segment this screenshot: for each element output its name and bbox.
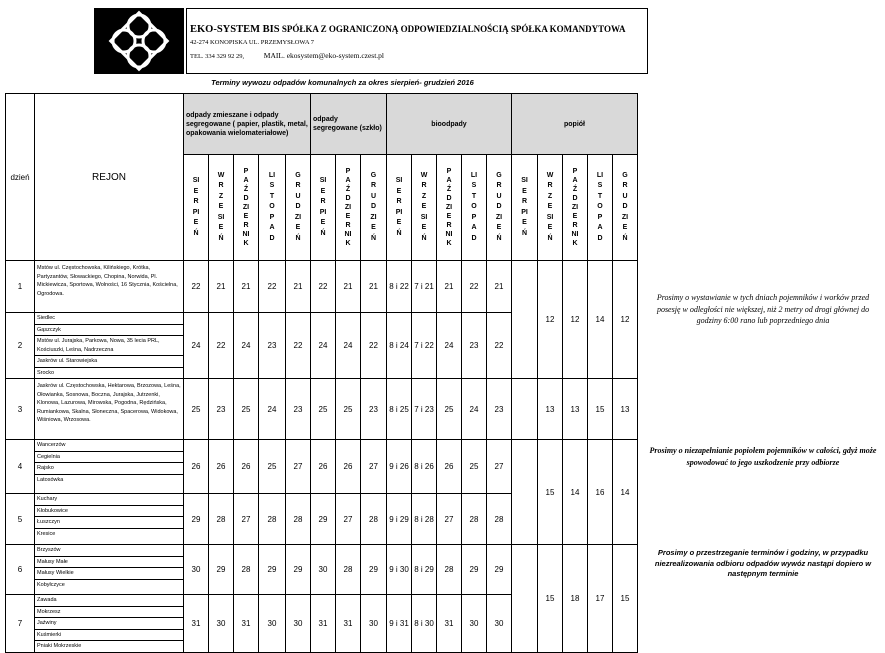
- month-label: SIERPIEŃ: [395, 177, 403, 237]
- document-title: [0, 78, 885, 87]
- table-row: [6, 440, 638, 494]
- month-header: [361, 155, 387, 261]
- pickup-date: 23: [209, 379, 234, 440]
- ash-empty-cell: [512, 440, 538, 545]
- pickup-date: 26: [184, 440, 209, 494]
- pickup-date: 27: [361, 440, 387, 494]
- ash-pickup-date: 14: [563, 440, 588, 545]
- pickup-date: 8 i 25: [387, 379, 412, 440]
- pickup-date: 8 i 26: [412, 440, 437, 494]
- company-name-line: [190, 24, 647, 35]
- month-header: [588, 155, 613, 261]
- pickup-date: 25: [437, 379, 462, 440]
- pickup-date: 21: [487, 261, 512, 313]
- pickup-date: 30: [311, 545, 336, 595]
- month-label: GRUDZIEŃ: [370, 171, 377, 242]
- ash-pickup-date: 15: [538, 440, 563, 545]
- company-email: MAIL. ekosystem@eko-system.czest.pl: [263, 51, 385, 60]
- pickup-date: 28: [437, 545, 462, 595]
- pickup-date: 26: [234, 440, 259, 494]
- pickup-date: 24: [336, 313, 361, 379]
- month-label: LISTOPAD: [268, 171, 276, 242]
- ash-pickup-date: 15: [613, 545, 638, 653]
- region-name: Gąszczyk: [35, 324, 183, 336]
- region-name: Mstów ul. Jurajska, Parkowa, Nowa, 35 lecia PRL, Kościuszki, Leśna, Nadrzeczna: [35, 335, 183, 355]
- company-info-box: [186, 8, 648, 74]
- ash-pickup-date: 12: [538, 261, 563, 379]
- pickup-date: 22: [184, 261, 209, 313]
- pickup-date: 29: [487, 545, 512, 595]
- month-header: [487, 155, 512, 261]
- pickup-date: 23: [259, 313, 286, 379]
- month-header: [234, 155, 259, 261]
- table-row: [6, 261, 638, 313]
- company-contact: [190, 51, 647, 60]
- ash-pickup-date: 14: [613, 440, 638, 545]
- pickup-date: 24: [437, 313, 462, 379]
- pickup-date: 25: [234, 379, 259, 440]
- day-number: 5: [6, 494, 35, 545]
- region-name: Pniaki Mokrzeskie: [35, 640, 183, 652]
- pickup-date: 27: [286, 440, 311, 494]
- region-name: Wancerzów: [37, 442, 66, 448]
- month-label: SIERPIEŃ: [319, 177, 327, 237]
- pickup-date: 22: [462, 261, 487, 313]
- region-name: Kuchary: [37, 496, 58, 502]
- ash-empty-cell: [512, 261, 538, 379]
- pickup-date: 22: [487, 313, 512, 379]
- ash-pickup-date: 16: [588, 440, 613, 545]
- ash-pickup-date: 15: [538, 545, 563, 653]
- month-header: [462, 155, 487, 261]
- pickup-date: 30: [462, 595, 487, 653]
- day-number: 7: [6, 595, 35, 653]
- pickup-date: 9 i 26: [387, 440, 412, 494]
- table-row: [6, 379, 638, 440]
- pickup-date: 24: [259, 379, 286, 440]
- pickup-date: 21: [209, 261, 234, 313]
- ash-pickup-date: 13: [563, 379, 588, 440]
- rejon-header: REJON: [35, 94, 184, 261]
- pickup-date: 25: [336, 379, 361, 440]
- region-name: Małusy Wielkie: [35, 567, 183, 579]
- pickup-date: 31: [234, 595, 259, 653]
- month-label: GRUDZIEŃ: [294, 171, 302, 242]
- pickup-date: 31: [184, 595, 209, 653]
- month-header: [336, 155, 361, 261]
- pickup-date: 29: [311, 494, 336, 545]
- pickup-date: 23: [361, 379, 387, 440]
- region-name: Latosówka: [35, 474, 183, 486]
- pickup-date: 23: [286, 379, 311, 440]
- region-name: Srocko: [35, 367, 183, 379]
- dzien-header: dzień: [6, 94, 35, 261]
- pickup-date: 25: [311, 379, 336, 440]
- pickup-date: 23: [487, 379, 512, 440]
- note-placement: Prosimy o wystawianie w tych dniach pojemników i worków przed posesję w odległości nie większej, niż 2 metry od drogi głównej do godziny 6:00 rano lub poprzedniego dnia: [656, 293, 870, 325]
- month-label: PAŹDZIERNIK: [571, 167, 579, 247]
- pickup-date: 26: [437, 440, 462, 494]
- day-number: 3: [6, 379, 35, 440]
- region-name: Cegielnia: [35, 451, 183, 463]
- month-header: [387, 155, 412, 261]
- celtic-knot-icon: [95, 9, 183, 73]
- pickup-date: 21: [437, 261, 462, 313]
- pickup-date: 26: [209, 440, 234, 494]
- pickup-date: 22: [311, 261, 336, 313]
- ash-pickup-date: 17: [588, 545, 613, 653]
- month-header: [563, 155, 588, 261]
- month-label: GRUDZIEŃ: [495, 171, 503, 242]
- ash-empty-cell: [512, 545, 538, 653]
- pickup-date: 29: [286, 545, 311, 595]
- table-row: [6, 545, 638, 595]
- region-cell: [35, 494, 184, 545]
- pickup-date: 22: [259, 261, 286, 313]
- region-name: Rajsko: [35, 462, 183, 474]
- pickup-date: 31: [336, 595, 361, 653]
- region-cell: [35, 440, 184, 494]
- pickup-date: 26: [336, 440, 361, 494]
- company-name: EKO-SYSTEM BIS: [190, 24, 280, 35]
- pickup-date: 29: [361, 545, 387, 595]
- pickup-date: 25: [462, 440, 487, 494]
- month-header: [259, 155, 286, 261]
- pickup-date: 8 i 30: [412, 595, 437, 653]
- region-name: Jaskrów ul. Starowiejska: [35, 355, 183, 367]
- pickup-date: 25: [259, 440, 286, 494]
- company-phone: TEL. 334 329 92 29,: [190, 53, 245, 60]
- month-header: [437, 155, 462, 261]
- pickup-date: 28: [259, 494, 286, 545]
- pickup-date: 23: [462, 313, 487, 379]
- pickup-date: 8 i 28: [412, 494, 437, 545]
- region-name: Kuśmierki: [35, 629, 183, 641]
- pickup-date: 31: [311, 595, 336, 653]
- month-header: [184, 155, 209, 261]
- pickup-date: 26: [311, 440, 336, 494]
- pickup-date: 28: [336, 545, 361, 595]
- pickup-date: 7 i 22: [412, 313, 437, 379]
- group-header-bio: bioodpady: [387, 94, 512, 155]
- pickup-date: 25: [184, 379, 209, 440]
- document-title-text: Terminy wywozu odpadów komunalnych za okres sierpień- grudzień 2016: [211, 78, 474, 87]
- region-name: Kobyłczyce: [35, 579, 183, 591]
- region-name: Mstów ul. Częstochowska, Kilińskiego, Krótka, Partyzantów, Słowackiego, Chopina, Norwida, Pl. Mickiewicza, Sportowa, Wolności, 16 Stycznia, Kościelna, Ogrodowa.: [37, 265, 178, 297]
- region-name: Jaźwiny: [35, 617, 183, 629]
- pickup-date: 8 i 24: [387, 313, 412, 379]
- month-label: WRZESIEŃ: [217, 171, 225, 242]
- month-header: [209, 155, 234, 261]
- pickup-date: 29: [209, 545, 234, 595]
- pickup-date: 28: [462, 494, 487, 545]
- company-logo: [94, 8, 184, 74]
- region-name: Siedlec: [37, 315, 56, 321]
- month-label: WRZESIEŃ: [546, 171, 554, 242]
- region-name: Mokrzesz: [35, 606, 183, 618]
- schedule-body: [6, 261, 638, 653]
- region-name: Zawada: [37, 597, 57, 603]
- pickup-date: 9 i 31: [387, 595, 412, 653]
- pickup-date: 31: [437, 595, 462, 653]
- pickup-date: 8 i 22: [387, 261, 412, 313]
- ash-pickup-date: 14: [588, 261, 613, 379]
- pickup-date: 28: [209, 494, 234, 545]
- pickup-date: 9 i 29: [387, 494, 412, 545]
- month-header: [512, 155, 538, 261]
- month-header: [311, 155, 336, 261]
- region-cell: [35, 595, 184, 653]
- note-ash: Prosimy o niezapełnianie popiołem pojemników w całości, gdyż może spowodować to jego uszkodzenie przy odbiorze: [649, 446, 877, 467]
- region-cell: [35, 379, 184, 440]
- pickup-date: 28: [234, 545, 259, 595]
- pickup-date: 30: [259, 595, 286, 653]
- region-name: Brzyszów: [37, 547, 61, 553]
- pickup-date: 7 i 23: [412, 379, 437, 440]
- pickup-date: 22: [286, 313, 311, 379]
- month-header: [412, 155, 437, 261]
- month-label: SIERPIEŃ: [192, 177, 200, 237]
- month-header: [613, 155, 638, 261]
- month-label: SIERPIEŃ: [521, 177, 528, 237]
- day-number: 2: [6, 313, 35, 379]
- pickup-date: 28: [286, 494, 311, 545]
- month-header: [286, 155, 311, 261]
- pickup-date: 29: [462, 545, 487, 595]
- region-cell: [35, 313, 184, 379]
- region-name: Kresice: [35, 528, 183, 540]
- pickup-date: 30: [209, 595, 234, 653]
- pickup-date: 27: [437, 494, 462, 545]
- company-legal-form: SPÓŁKA Z OGRANICZONĄ ODPOWIEDZIALNOŚCIĄ SPÓŁKA KOMANDYTOWA: [281, 24, 626, 34]
- ash-pickup-date: 12: [613, 261, 638, 379]
- ash-empty-cell: [512, 379, 538, 440]
- pickup-date: 7 i 21: [412, 261, 437, 313]
- pickup-date: 28: [487, 494, 512, 545]
- day-number: 1: [6, 261, 35, 313]
- ash-pickup-date: 12: [563, 261, 588, 379]
- pickup-date: 21: [286, 261, 311, 313]
- pickup-date: 30: [184, 545, 209, 595]
- day-number: 4: [6, 440, 35, 494]
- ash-pickup-date: 18: [563, 545, 588, 653]
- pickup-date: 30: [361, 595, 387, 653]
- region-name: Małusy Małe: [35, 556, 183, 568]
- group-header-ash: popiół: [512, 94, 638, 155]
- month-label: PAŹDZIERNIK: [242, 167, 250, 247]
- ash-pickup-date: 13: [538, 379, 563, 440]
- month-label: GRUDZIEŃ: [621, 171, 629, 242]
- pickup-date: 22: [361, 313, 387, 379]
- schedule-table: [5, 93, 638, 653]
- note-schedule: Prosimy o przestrzeganie terminów i godziny, w przypadku niezrealizowania odbioru odpadów wywóz nastąpi dopiero w następnym terminie: [654, 548, 872, 578]
- pickup-date: 29: [184, 494, 209, 545]
- pickup-date: 24: [234, 313, 259, 379]
- company-address: 42-274 KONOPISKA UL. PRZEMYSŁOWA 7: [190, 39, 315, 46]
- pickup-date: 9 i 30: [387, 545, 412, 595]
- pickup-date: 28: [361, 494, 387, 545]
- month-label: WRZESIEŃ: [420, 171, 428, 242]
- day-number: 6: [6, 545, 35, 595]
- pickup-date: 24: [311, 313, 336, 379]
- region-cell: [35, 261, 184, 313]
- month-label: PAŹDZIERNIK: [445, 167, 453, 247]
- pickup-date: 24: [462, 379, 487, 440]
- region-name: Kłobukowice: [35, 505, 183, 517]
- pickup-date: 21: [234, 261, 259, 313]
- ash-pickup-date: 13: [613, 379, 638, 440]
- pickup-date: 27: [234, 494, 259, 545]
- group-header-mixed: odpady zmieszane i odpady segregowane ( papier, plastik, metal, opakowania wielomateriałowe): [184, 94, 311, 155]
- region-name: Jaskrów ul. Częstochowska, Hektarowa, Brzozowa, Leśna, Ołowianka, Sosnowa, Boczna, Jurajska, Jutrzenki, Klonowa, Lazurowa, Mirowska, Pogodna, Rędzińska, Rumiankowa, Skalna, Słoneczna, Spacerowa, Widokowa, Wiśniowa, Wrzosowa.: [37, 383, 181, 423]
- pickup-date: 27: [487, 440, 512, 494]
- month-label: LISTOPAD: [470, 171, 478, 242]
- pickup-date: 21: [361, 261, 387, 313]
- pickup-date: 27: [336, 494, 361, 545]
- ash-pickup-date: 15: [588, 379, 613, 440]
- pickup-date: 30: [286, 595, 311, 653]
- pickup-date: 24: [184, 313, 209, 379]
- pickup-date: 8 i 29: [412, 545, 437, 595]
- pickup-date: 29: [259, 545, 286, 595]
- region-cell: [35, 545, 184, 595]
- pickup-date: 21: [336, 261, 361, 313]
- month-label: PAŹDZIERNIK: [344, 167, 352, 247]
- region-name: Łuszczyn: [35, 516, 183, 528]
- month-header: [538, 155, 563, 261]
- month-label: LISTOPAD: [596, 171, 604, 242]
- pickup-date: 30: [487, 595, 512, 653]
- group-header-glass: odpady segregowane (szkło): [311, 94, 387, 155]
- pickup-date: 22: [209, 313, 234, 379]
